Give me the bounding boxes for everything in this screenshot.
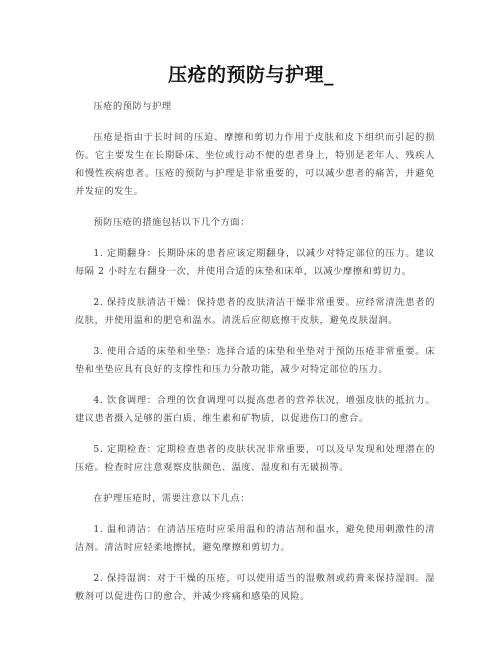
- prevention-item-2: 2. 保持皮肤清洁干燥：保持患者的皮肤清洁干燥非常重要。应经常清洗患者的皮肤，并使用温和的肥皂和温水。清洗后应彻底擦干皮肤，避免皮肤湿润。: [75, 297, 435, 326]
- document-body: [75, 98, 435, 619]
- prevention-item-5: 5. 定期检查：定期检查患者的皮肤状况非常重要，可以及早发现和处理潜在的压疮。检查时应注意观察皮肤颜色、温度、湿度和有无破损等。: [75, 444, 435, 473]
- care-heading: 在护理压疮时，需要注意以下几点：: [93, 493, 250, 504]
- intro-paragraph: 压疮是指由于长时间的压迫、摩擦和剪切力作用于皮肤和皮下组织而引起的损伤。它主要发生在长期卧床、坐位或行动不便的患者身上，特别是老年人、残疾人和慢性疾病患者。压疮的预防与护理是非常重要的，可以减少患者的痛苦，并避免并发症的发生。: [75, 132, 435, 197]
- document-title: 压疮的预防与护理_: [167, 64, 334, 86]
- subtitle-paragraph: 压疮的预防与护理: [93, 101, 172, 112]
- prevention-item-4: 4. 饮食调理：合理的饮食调理可以提高患者的营养状况，增强皮肤的抵抗力。建议患者摄入足够的蛋白质、维生素和矿物质，以促进伤口的愈合。: [75, 395, 435, 424]
- prevention-item-1: 1. 定期翻身：长期卧床的患者应该定期翻身，以减少对特定部位的压力。建议每隔 2 小时左右翻身一次，并使用合适的床垫和床单，以减少摩擦和剪切力。: [75, 248, 435, 277]
- prevention-heading: 预防压疮的措施包括以下几个方面：: [93, 217, 250, 228]
- prevention-item-3: 3. 使用合适的床垫和坐垫：选择合适的床垫和坐垫对于预防压疮非常重要。床垫和坐垫应具有良好的支撑性和压力分散功能，减少对特定部位的压力。: [75, 346, 435, 375]
- care-item-1: 1. 温和清洁：在清洁压疮时应采用温和的清洁剂和温水，避免使用刺激性的清洁剂。清洁时应轻柔地擦拭，避免摩擦和剪切力。: [75, 524, 435, 553]
- care-item-2: 2. 保持湿润：对于干燥的压疮，可以使用适当的湿敷剂或药膏来保持湿润。湿敷剂可以促进伤口的愈合，并减少疼痛和感染的风险。: [75, 573, 435, 602]
